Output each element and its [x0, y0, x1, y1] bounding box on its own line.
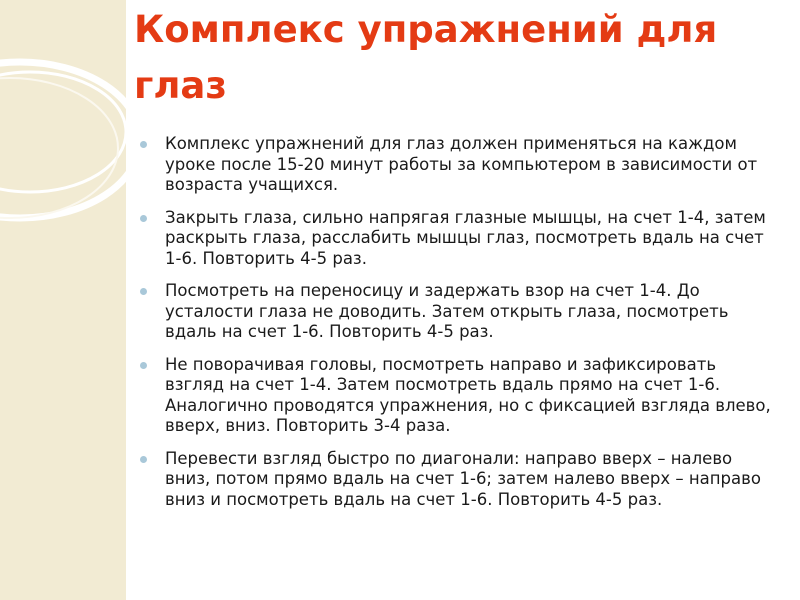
list-item-text: Посмотреть на переносицу и задержать взор на счет 1-4. До усталости глаза не доводить. Затем открыть глаза, посмотреть вдаль на счет 1-6. Повторить 4-5 раз. — [165, 281, 729, 341]
list-item — [138, 134, 778, 196]
list-item-text: Не поворачивая головы, посмотреть направо и зафиксировать взгляд на счет 1-4. Затем посмотреть вдаль прямо на счет 1-6. Аналогично проводятся упражнения, но с фиксацией взгляда влево, вверх, вниз. Повторить 3-4 раза. — [165, 354, 771, 435]
list-item-text: Закрыть глаза, сильно напрягая глазные мышцы, на счет 1-4, затем раскрыть глаза, расслабить мышцы глаз, посмотреть вдаль на счет 1-6. Повторить 4-5 раз. — [165, 207, 766, 268]
bullet-dot-icon — [140, 456, 147, 463]
bullet-dot-icon — [140, 362, 147, 369]
bullet-list — [138, 134, 778, 522]
list-item — [138, 208, 778, 270]
list-item-text: Комплекс упражнений для глаз должен применяться на каждом уроке после 15-20 минут работы за компьютером в зависимости от возраста учащихся. — [165, 134, 758, 194]
list-item — [138, 355, 778, 437]
bullet-dot-icon — [140, 141, 147, 148]
list-item — [138, 449, 778, 511]
list-item-text: Перевести взгляд быстро по диагонали: направо вверх – налево вниз, потом прямо вдаль на счет 1-6; затем налево вверх – направо вниз и посмотреть вдаль на счет 1-6. Повторить 4-5 раз. — [165, 448, 761, 509]
list-item — [138, 281, 778, 343]
bullet-dot-icon — [140, 215, 147, 222]
bullet-dot-icon — [140, 288, 147, 295]
slide-title: Комплекс упражнений для глаз — [134, 8, 718, 107]
decorative-swirl-icon — [0, 40, 150, 240]
